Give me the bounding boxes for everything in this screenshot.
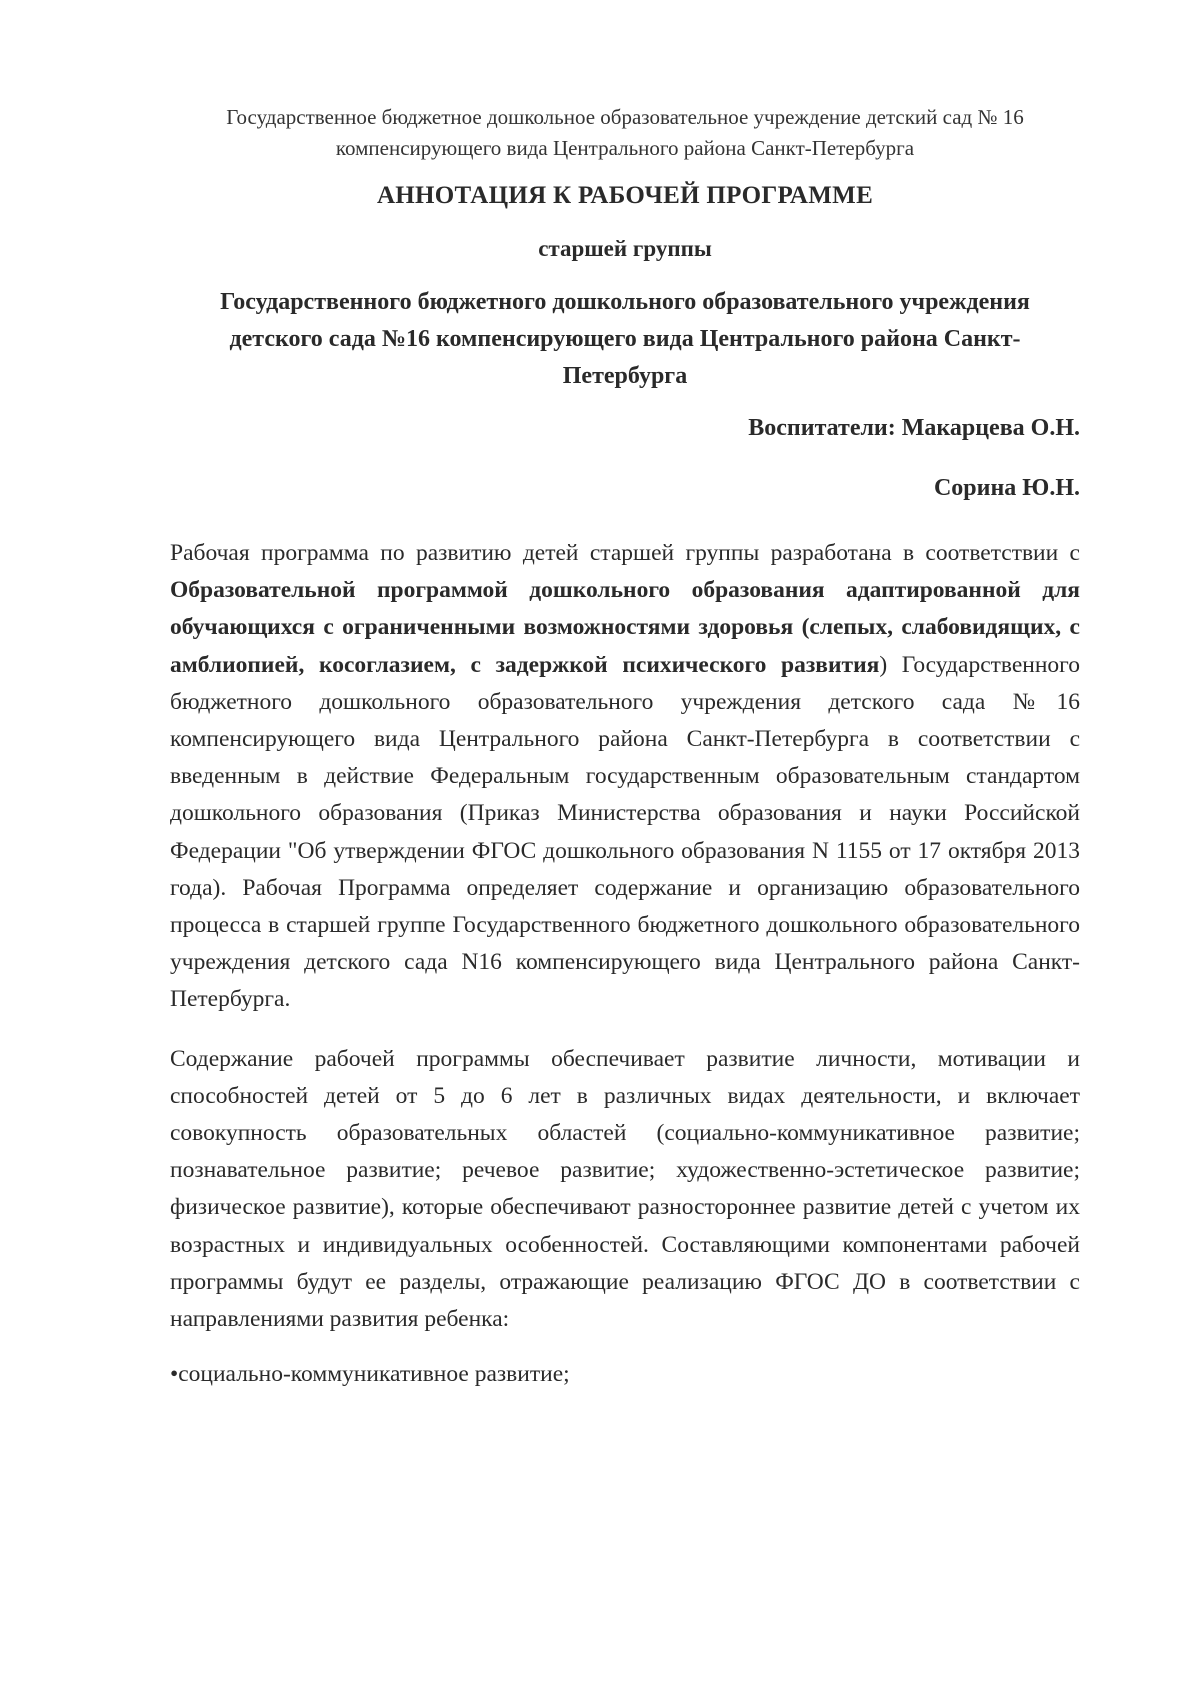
organization-header-line-2: компенсирующего вида Центрального района Санкт-Петербурга — [335, 136, 915, 160]
paragraph-1-bold-program-title: Образовательной программой дошкольного образования адаптированной для обучающихся с ограниченными возможностями здоровья (слепых, слабовидящих, с амблиопией, косоглазием, с задержкой психического развития — [170, 577, 1080, 678]
document-title: АННОТАЦИЯ К РАБОЧЕЙ ПРОГРАММЕ — [376, 182, 874, 209]
list-item: •социально-коммуникативное развитие; — [170, 1361, 570, 1388]
institution-name: Государственного бюджетного дошкольного образовательного учреждения детского сада №16 компенсирующего вида Центрального района Санкт-Петербурга — [220, 289, 1030, 389]
teachers-line-2: Сорина Ю.Н. — [933, 475, 1080, 501]
organization-header — [170, 102, 1080, 164]
paragraph-1-text-start: Рабочая программа по развитию детей старшей группы разработана в соответствии с — [170, 540, 1080, 566]
document-subtitle: старшей группы — [538, 236, 712, 261]
teachers-block — [170, 415, 1080, 502]
paragraph-1-text-end: ) Государственного бюджетного дошкольного образовательного учреждения детского сада №16 компенсирующего вида Центрального района Санкт-Петербурга в соответствии с введенным в действие Федеральным государственным образовательным стандартом дошкольного образования (Приказ Министерства образования и науки Российской Федерации "Об утверждении ФГОС дошкольного образования N 1155 от 17 октября 2013 года). Рабочая Программа определяет содержание и организацию образовательного процесса в старшей группе Государственного бюджетного дошкольного образовательного учреждения детского сада N16 компенсирующего вида Центрального района Санкт-Петербурга. — [170, 651, 1080, 1013]
paragraph-program-basis — [170, 535, 1080, 1019]
paragraph-program-content: Содержание рабочей программы обеспечивает развитие личности, мотивации и способностей детей от 5 до 6 лет в различных видах деятельности, и включает совокупность образовательных областей (социально-коммуникативное развитие; познавательное развитие; речевое развитие; художественно-эстетическое развитие; физическое развитие), которые обеспечивают разностороннее развитие детей с учетом их возрастных и индивидуальных особенностей. Составляющими компонентами рабочей программы будут ее разделы, отражающие реализацию ФГОС ДО в соответствии с направлениями развития ребенка: — [170, 1045, 1080, 1333]
organization-header-line-1: Государственное бюджетное дошкольное образовательное учреждение детский сад № 16 — [226, 105, 1024, 129]
teachers-line-1: Воспитатели: Макарцева О.Н. — [748, 415, 1080, 441]
